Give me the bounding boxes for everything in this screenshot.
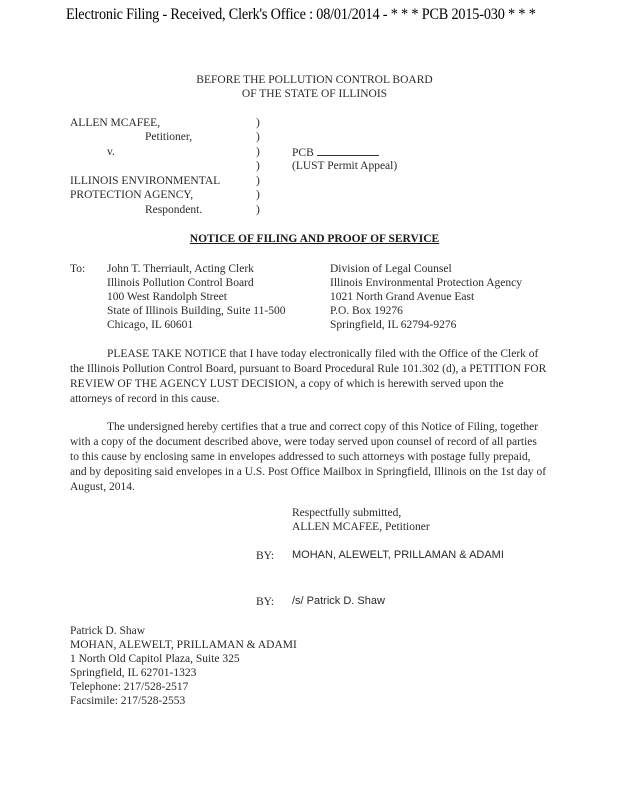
- recipient-clerk: [107, 262, 327, 332]
- address-line: Illinois Environmental Protection Agency: [330, 277, 522, 289]
- closing: Respectfully submitted,: [292, 507, 402, 519]
- certification-paragraph: The undersigned hereby certifies that a true and correct copy of this Notice of Filing, together with a copy of the document described above, were today served upon counsel of record of all parties to this cause by enclosing same in envelopes addressed to such attorneys with postage fully prepaid, and by depositing said envelopes in a U.S. Post Office Mailbox in Springfield, Illinois on the 1st day of August, 2014.: [70, 421, 547, 493]
- court-name: BEFORE THE POLLUTION CONTROL BOARD: [196, 74, 433, 86]
- court-state: OF THE STATE OF ILLINOIS: [241, 88, 388, 100]
- by-label: BY:: [256, 596, 275, 608]
- attorney-block: [70, 624, 297, 708]
- versus: v.: [107, 146, 115, 158]
- respondent-line-2: PROTECTION AGENCY,: [70, 189, 194, 201]
- document-title: NOTICE OF FILING AND PROOF OF SERVICE: [189, 233, 440, 245]
- petitioner-name: ALLEN MCAFEE,: [70, 117, 161, 129]
- caption-bracket: ): [256, 160, 260, 172]
- caption-bracket: ): [256, 189, 260, 201]
- caption-bracket: ): [256, 204, 260, 216]
- address-line: Illinois Pollution Control Board: [107, 277, 254, 289]
- respondent-line-1: ILLINOIS ENVIRONMENTAL: [70, 175, 221, 187]
- case-number-blank: [317, 145, 379, 156]
- respondent-role: Respondent.: [145, 204, 203, 216]
- address-line: Springfield, IL 62794-9276: [330, 319, 457, 331]
- caption-bracket: ): [256, 131, 260, 143]
- case-number: [292, 145, 379, 160]
- attorney-line: Patrick D. Shaw: [70, 625, 146, 637]
- filing-stamp: Electronic Filing - Received, Clerk's Office : 08/01/2014 - * * * PCB 2015-030 * * *: [66, 6, 536, 23]
- to-label: To:: [70, 263, 86, 275]
- caption-bracket: ): [256, 146, 260, 158]
- caption-bracket: ): [256, 175, 260, 187]
- address-line: P.O. Box 19276: [330, 305, 403, 317]
- address-line: State of Illinois Building, Suite 11-500: [107, 305, 286, 317]
- address-line: 1021 North Grand Avenue East: [330, 291, 475, 303]
- case-type: (LUST Permit Appeal): [292, 160, 398, 172]
- by-label: BY:: [256, 550, 275, 562]
- attorney-line: Facsimile: 217/528-2553: [70, 695, 186, 707]
- address-line: 100 West Randolph Street: [107, 291, 227, 303]
- attorney-line: MOHAN, ALEWELT, PRILLAMAN & ADAMI: [70, 639, 297, 651]
- attorney-line: Telephone: 217/528-2517: [70, 681, 189, 693]
- address-line: Chicago, IL 60601: [107, 319, 194, 331]
- attorney-line: Springfield, IL 62701-1323: [70, 667, 197, 679]
- petitioner-role: Petitioner,: [145, 131, 193, 143]
- firm-name: MOHAN, ALEWELT, PRILLAMAN & ADAMI: [292, 549, 504, 561]
- electronic-signature: /s/ Patrick D. Shaw: [292, 595, 385, 607]
- caption-bracket: ): [256, 117, 260, 129]
- attorney-line: 1 North Old Capitol Plaza, Suite 325: [70, 653, 240, 665]
- notice-paragraph: PLEASE TAKE NOTICE that I have today electronically filed with the Office of the Clerk of the Illinois Pollution Control Board, pursuant to Board Procedural Rule 101.302 (d), a PETITION FOR REVIEW OF THE AGENCY LUST DECISION, a copy of which is herewith served upon the attorneys of record in this cause.: [70, 348, 547, 405]
- case-label: PCB: [292, 147, 314, 159]
- recipient-agency: [330, 262, 522, 332]
- signing-party: ALLEN MCAFEE, Petitioner: [292, 521, 430, 533]
- address-line: Division of Legal Counsel: [330, 263, 452, 275]
- address-line: John T. Therriault, Acting Clerk: [107, 263, 254, 275]
